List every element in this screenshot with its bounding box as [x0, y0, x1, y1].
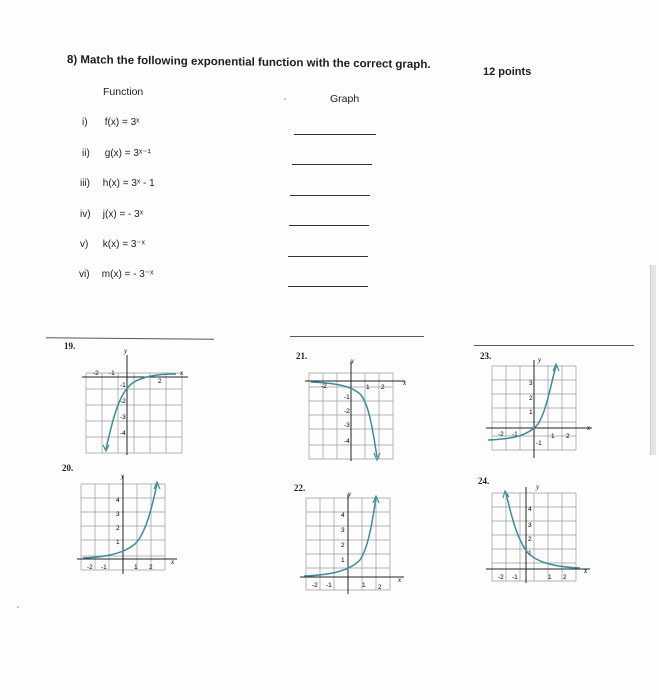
function-number: iii) [80, 178, 90, 189]
x-axis-label: x [403, 379, 407, 387]
function-curve [106, 374, 176, 449]
graph-label: 24. [478, 476, 490, 486]
y-axis-label: y [536, 483, 540, 491]
tick-label: 2 [116, 525, 120, 532]
tick-label: -1 [109, 370, 115, 377]
tick-label: 2 [566, 433, 570, 440]
question-title: 8) Match the following exponential function with the correct graph. [67, 54, 431, 72]
graph-label: 19. [64, 341, 76, 351]
function-number: v) [80, 239, 89, 250]
tick-label: -2 [498, 574, 504, 581]
x-axis-label: x [398, 576, 402, 584]
graph-label: 20. [62, 463, 74, 473]
x-axis-label: x [180, 369, 184, 377]
function-expression: h(x) = 3ˣ - 1 [102, 178, 155, 189]
grid-lines [86, 373, 182, 453]
tick-label: 2 [149, 564, 153, 571]
tick-label: -2 [498, 431, 504, 438]
function-number: ii) [82, 148, 90, 159]
tick-label: 2 [381, 384, 385, 391]
tick-label: 4 [116, 497, 120, 504]
tick-label: -1 [536, 440, 542, 447]
function-number: vi) [79, 269, 90, 280]
tick-label: 1 [529, 409, 533, 416]
scan-dot [284, 98, 286, 100]
tick-label: -1 [512, 574, 518, 581]
tick-label: -2 [120, 398, 126, 405]
tick-label: -2 [312, 582, 318, 589]
tick-label: 4 [528, 506, 532, 513]
y-axis-label: y [538, 358, 542, 364]
tick-label: 3 [529, 380, 533, 387]
answer-blank[interactable] [290, 195, 370, 196]
tick-label: -2 [344, 408, 350, 415]
function-row [80, 239, 145, 250]
tick-label: 1 [116, 539, 120, 546]
graph-23 [484, 358, 599, 468]
tick-label: -1 [512, 431, 518, 438]
function-curve [304, 498, 376, 576]
graph-label: 23. [480, 351, 492, 361]
x-axis-label: x [584, 567, 588, 575]
tick-label: -3 [344, 422, 350, 429]
tick-label: -2 [93, 370, 99, 377]
divider-line [46, 337, 214, 339]
y-axis-label: y [351, 357, 355, 365]
tick-label: 2 [158, 378, 162, 385]
y-axis-label: y [348, 490, 352, 498]
tick-label: 1 [341, 557, 345, 564]
tick-label: 2 [563, 574, 567, 581]
tick-label: 4 [341, 512, 345, 519]
function-expression: m(x) = - 3⁻ˣ [101, 269, 154, 280]
function-row [82, 148, 151, 159]
tick-label: 1 [528, 550, 532, 557]
y-axis-label: y [121, 472, 125, 480]
tick-label: 2 [528, 536, 532, 543]
function-expression: f(x) = 3ˣ [104, 117, 140, 128]
function-row [82, 117, 139, 128]
tick-label: 1 [134, 564, 138, 571]
function-row [79, 269, 153, 280]
x-axis-label: x [587, 424, 591, 432]
page-edge-shadow [650, 265, 656, 455]
graph-label: 21. [296, 351, 308, 361]
y-axis-label: y [124, 347, 128, 355]
function-expression: g(x) = 3ˣ⁻¹ [104, 148, 151, 159]
tick-label: 2 [378, 584, 382, 591]
answer-blank[interactable] [289, 225, 369, 226]
points-label: 12 points [483, 66, 532, 78]
graph-19 [80, 345, 190, 460]
tick-label: 3 [116, 511, 120, 518]
tick-label: -2 [87, 564, 93, 571]
divider-line [290, 336, 424, 337]
function-number: iv) [80, 209, 91, 220]
tick-label: -3 [120, 414, 126, 421]
grid-lines [492, 493, 576, 581]
tick-label: 1 [362, 582, 366, 589]
tick-label: 2 [341, 542, 345, 549]
graph-label: 22. [294, 483, 306, 493]
tick-label: 2 [529, 395, 533, 402]
tick-label: -4 [344, 438, 350, 445]
graph-21 [303, 355, 413, 465]
graph-22 [298, 490, 410, 600]
tick-label: 1 [366, 384, 370, 391]
function-expression: j(x) = - 3ˣ [102, 209, 144, 220]
tick-label: 3 [341, 527, 345, 534]
tick-label: 1 [548, 574, 552, 581]
divider-line [474, 345, 634, 346]
function-curve [83, 484, 157, 558]
x-axis-label: x [171, 558, 175, 566]
tick-label: -1 [326, 582, 332, 589]
graph-24 [484, 483, 599, 593]
tick-label: -4 [120, 430, 126, 437]
function-curve [506, 493, 580, 568]
graph-header: Graph [330, 93, 360, 105]
function-expression: k(x) = 3⁻ˣ [102, 239, 145, 250]
tick-label: 1 [551, 433, 555, 440]
tick-label: -1 [120, 382, 126, 389]
answer-blank[interactable] [292, 164, 372, 165]
tick-label: -2 [321, 383, 327, 390]
function-number: i) [82, 117, 88, 128]
tick-label: -1 [344, 394, 350, 401]
tick-label: 3 [528, 522, 532, 529]
tick-label: -1 [101, 564, 107, 571]
function-header: Function [103, 86, 144, 98]
scan-dot [17, 606, 19, 608]
function-row [80, 178, 155, 189]
function-curve [488, 366, 556, 440]
function-row [80, 209, 143, 220]
answer-blank[interactable] [288, 256, 368, 257]
graph-20 [75, 470, 185, 580]
answer-blank[interactable] [288, 286, 368, 287]
answer-blank[interactable] [294, 134, 376, 135]
